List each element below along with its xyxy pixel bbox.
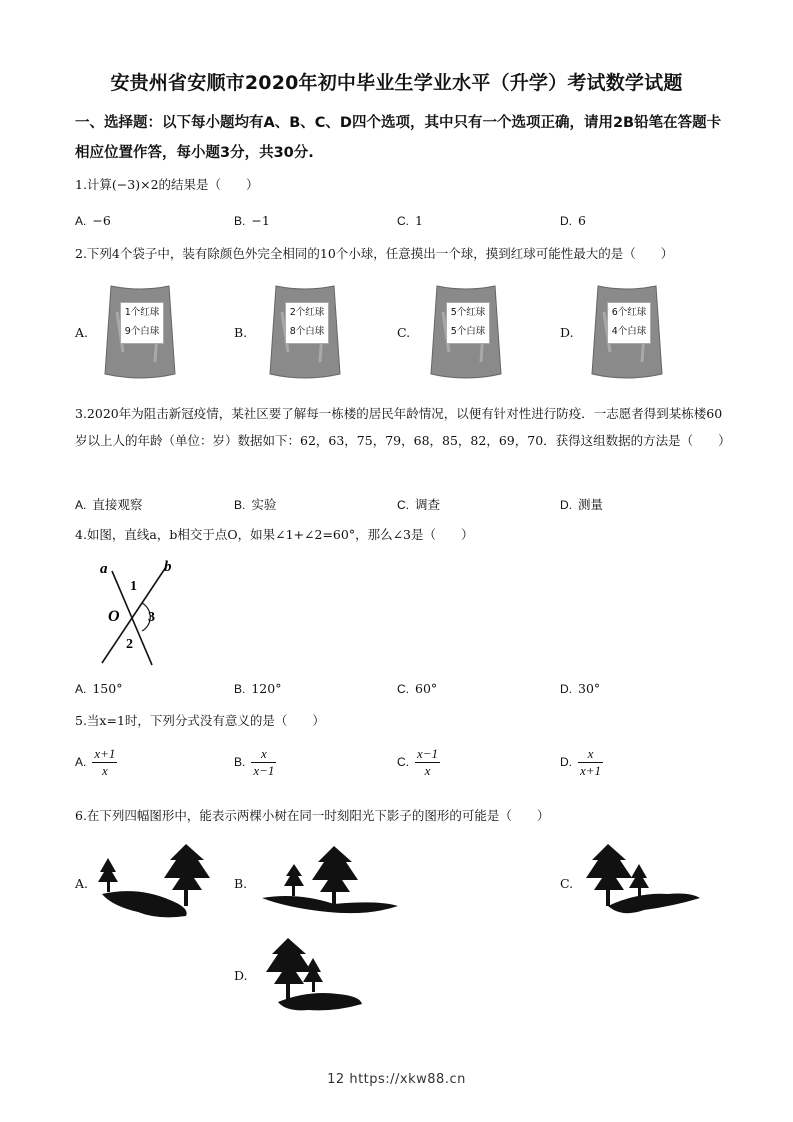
q6-option-c-label: C. bbox=[560, 876, 574, 891]
tree-icon bbox=[629, 864, 649, 898]
q6-figure-a bbox=[98, 842, 223, 922]
label-b: b bbox=[164, 559, 172, 575]
shadow-shape bbox=[608, 894, 700, 914]
bag-label: 6个红球 4个白球 bbox=[607, 302, 651, 344]
shadow-shape bbox=[102, 891, 187, 917]
shadow-shape bbox=[278, 993, 362, 1010]
q4-option-b: B. 120° bbox=[234, 681, 282, 696]
q6-option-b-label: B. bbox=[234, 876, 248, 891]
tree-icon bbox=[586, 844, 632, 906]
q2-option-b-label: B. bbox=[234, 325, 248, 340]
q3-option-c: C. 调查 bbox=[397, 497, 441, 512]
question-3-stem: 3.2020年为阻击新冠疫情，某社区要了解每一栋楼的居民年龄情况，以便有针对性进行防疫．一志愿者得到某栋楼60岁以上人的年龄（单位：岁）数据如下：62，63，75，79，68，85，82，69，70．获得这组数据的方法是（ ） bbox=[75, 406, 731, 448]
label-o: O bbox=[108, 608, 120, 625]
tree-icon bbox=[266, 938, 312, 1000]
q1-option-b: B. −1 bbox=[234, 213, 270, 228]
q4-option-c: C. 60° bbox=[397, 681, 438, 696]
tree-icon bbox=[164, 844, 210, 906]
q4-option-d: D. 30° bbox=[560, 681, 601, 696]
intersecting-lines-figure bbox=[90, 557, 185, 667]
q6-option-d-label: D. bbox=[234, 968, 248, 983]
q4-option-a: A. 150° bbox=[75, 681, 123, 696]
shadow-shape bbox=[262, 896, 398, 913]
q5-option-d: D. $\frac{x}{x+1}$ bbox=[560, 746, 602, 778]
section-heading: 一、选择题：以下每小题均有A、B、C、D四个选项，其中只有一个选项正确，请用2B铅笔在答题卡相应位置作答，每小题3分，共30分. bbox=[75, 115, 722, 161]
bag-label: 5个红球 5个白球 bbox=[446, 302, 490, 344]
q3-option-b: B. 实验 bbox=[234, 497, 277, 512]
q2-bag-d bbox=[590, 282, 664, 382]
q2-option-c-label: C. bbox=[397, 325, 411, 340]
q3-option-a: A. 直接观察 bbox=[75, 497, 143, 512]
tree-icon bbox=[312, 846, 358, 904]
angle-1-label: 1 bbox=[130, 579, 137, 594]
question-6-stem: 6.在下列四幅图形中，能表示两棵小树在同一时刻阳光下影子的图形的可能是（ ） bbox=[75, 808, 550, 823]
question-2-stem: 2.下列4个袋子中，装有除颜色外完全相同的10个小球，任意摸出一个球，摸到红球可能性最大的是（ ） bbox=[75, 246, 674, 261]
q5-option-b: B. $\frac{x}{x-1}$ bbox=[234, 746, 275, 778]
question-4-stem: 4.如图，直线a，b相交于点O，如果∠1+∠2=60°，那么∠3是（ ） bbox=[75, 527, 474, 542]
q6-figure-c bbox=[578, 842, 703, 922]
q3-option-d: D. 测量 bbox=[560, 497, 604, 512]
q2-bag-a bbox=[103, 282, 177, 382]
label-a: a bbox=[100, 561, 108, 577]
q6-figure-d bbox=[258, 936, 368, 1018]
q2-bag-c bbox=[429, 282, 503, 382]
q5-option-a: A. $\frac{x+1}{x}$ bbox=[75, 746, 116, 778]
question-1-stem: 1.计算(−3)×2的结果是（ ） bbox=[75, 177, 259, 192]
q6-option-a-label: A. bbox=[75, 876, 89, 891]
bag-label: 2个红球 8个白球 bbox=[285, 302, 329, 344]
q2-bag-b bbox=[268, 282, 342, 382]
bag-label: 1个红球 9个白球 bbox=[120, 302, 164, 344]
tree-icon bbox=[284, 864, 304, 896]
tree-icon bbox=[98, 858, 118, 892]
q1-option-c: C. 1 bbox=[397, 213, 423, 228]
q2-option-a-label: A. bbox=[75, 325, 89, 340]
page-footer: 12 https://xkw88.cn bbox=[327, 1072, 466, 1087]
q6-figure-b bbox=[258, 842, 403, 917]
exam-title: 安贵州省安顺市2020年初中毕业生学业水平（升学）考试数学试题 bbox=[110, 72, 683, 94]
angle-2-label: 2 bbox=[126, 637, 133, 652]
angle-3-label: 3 bbox=[148, 610, 155, 625]
question-5-stem: 5.当x=1时，下列分式没有意义的是（ ） bbox=[75, 713, 325, 728]
q2-option-d-label: D. bbox=[560, 325, 574, 340]
q1-option-d: D. 6 bbox=[560, 213, 586, 228]
q1-option-a: A. −6 bbox=[75, 213, 111, 228]
q5-option-c: C. $\frac{x-1}{x}$ bbox=[397, 746, 439, 778]
